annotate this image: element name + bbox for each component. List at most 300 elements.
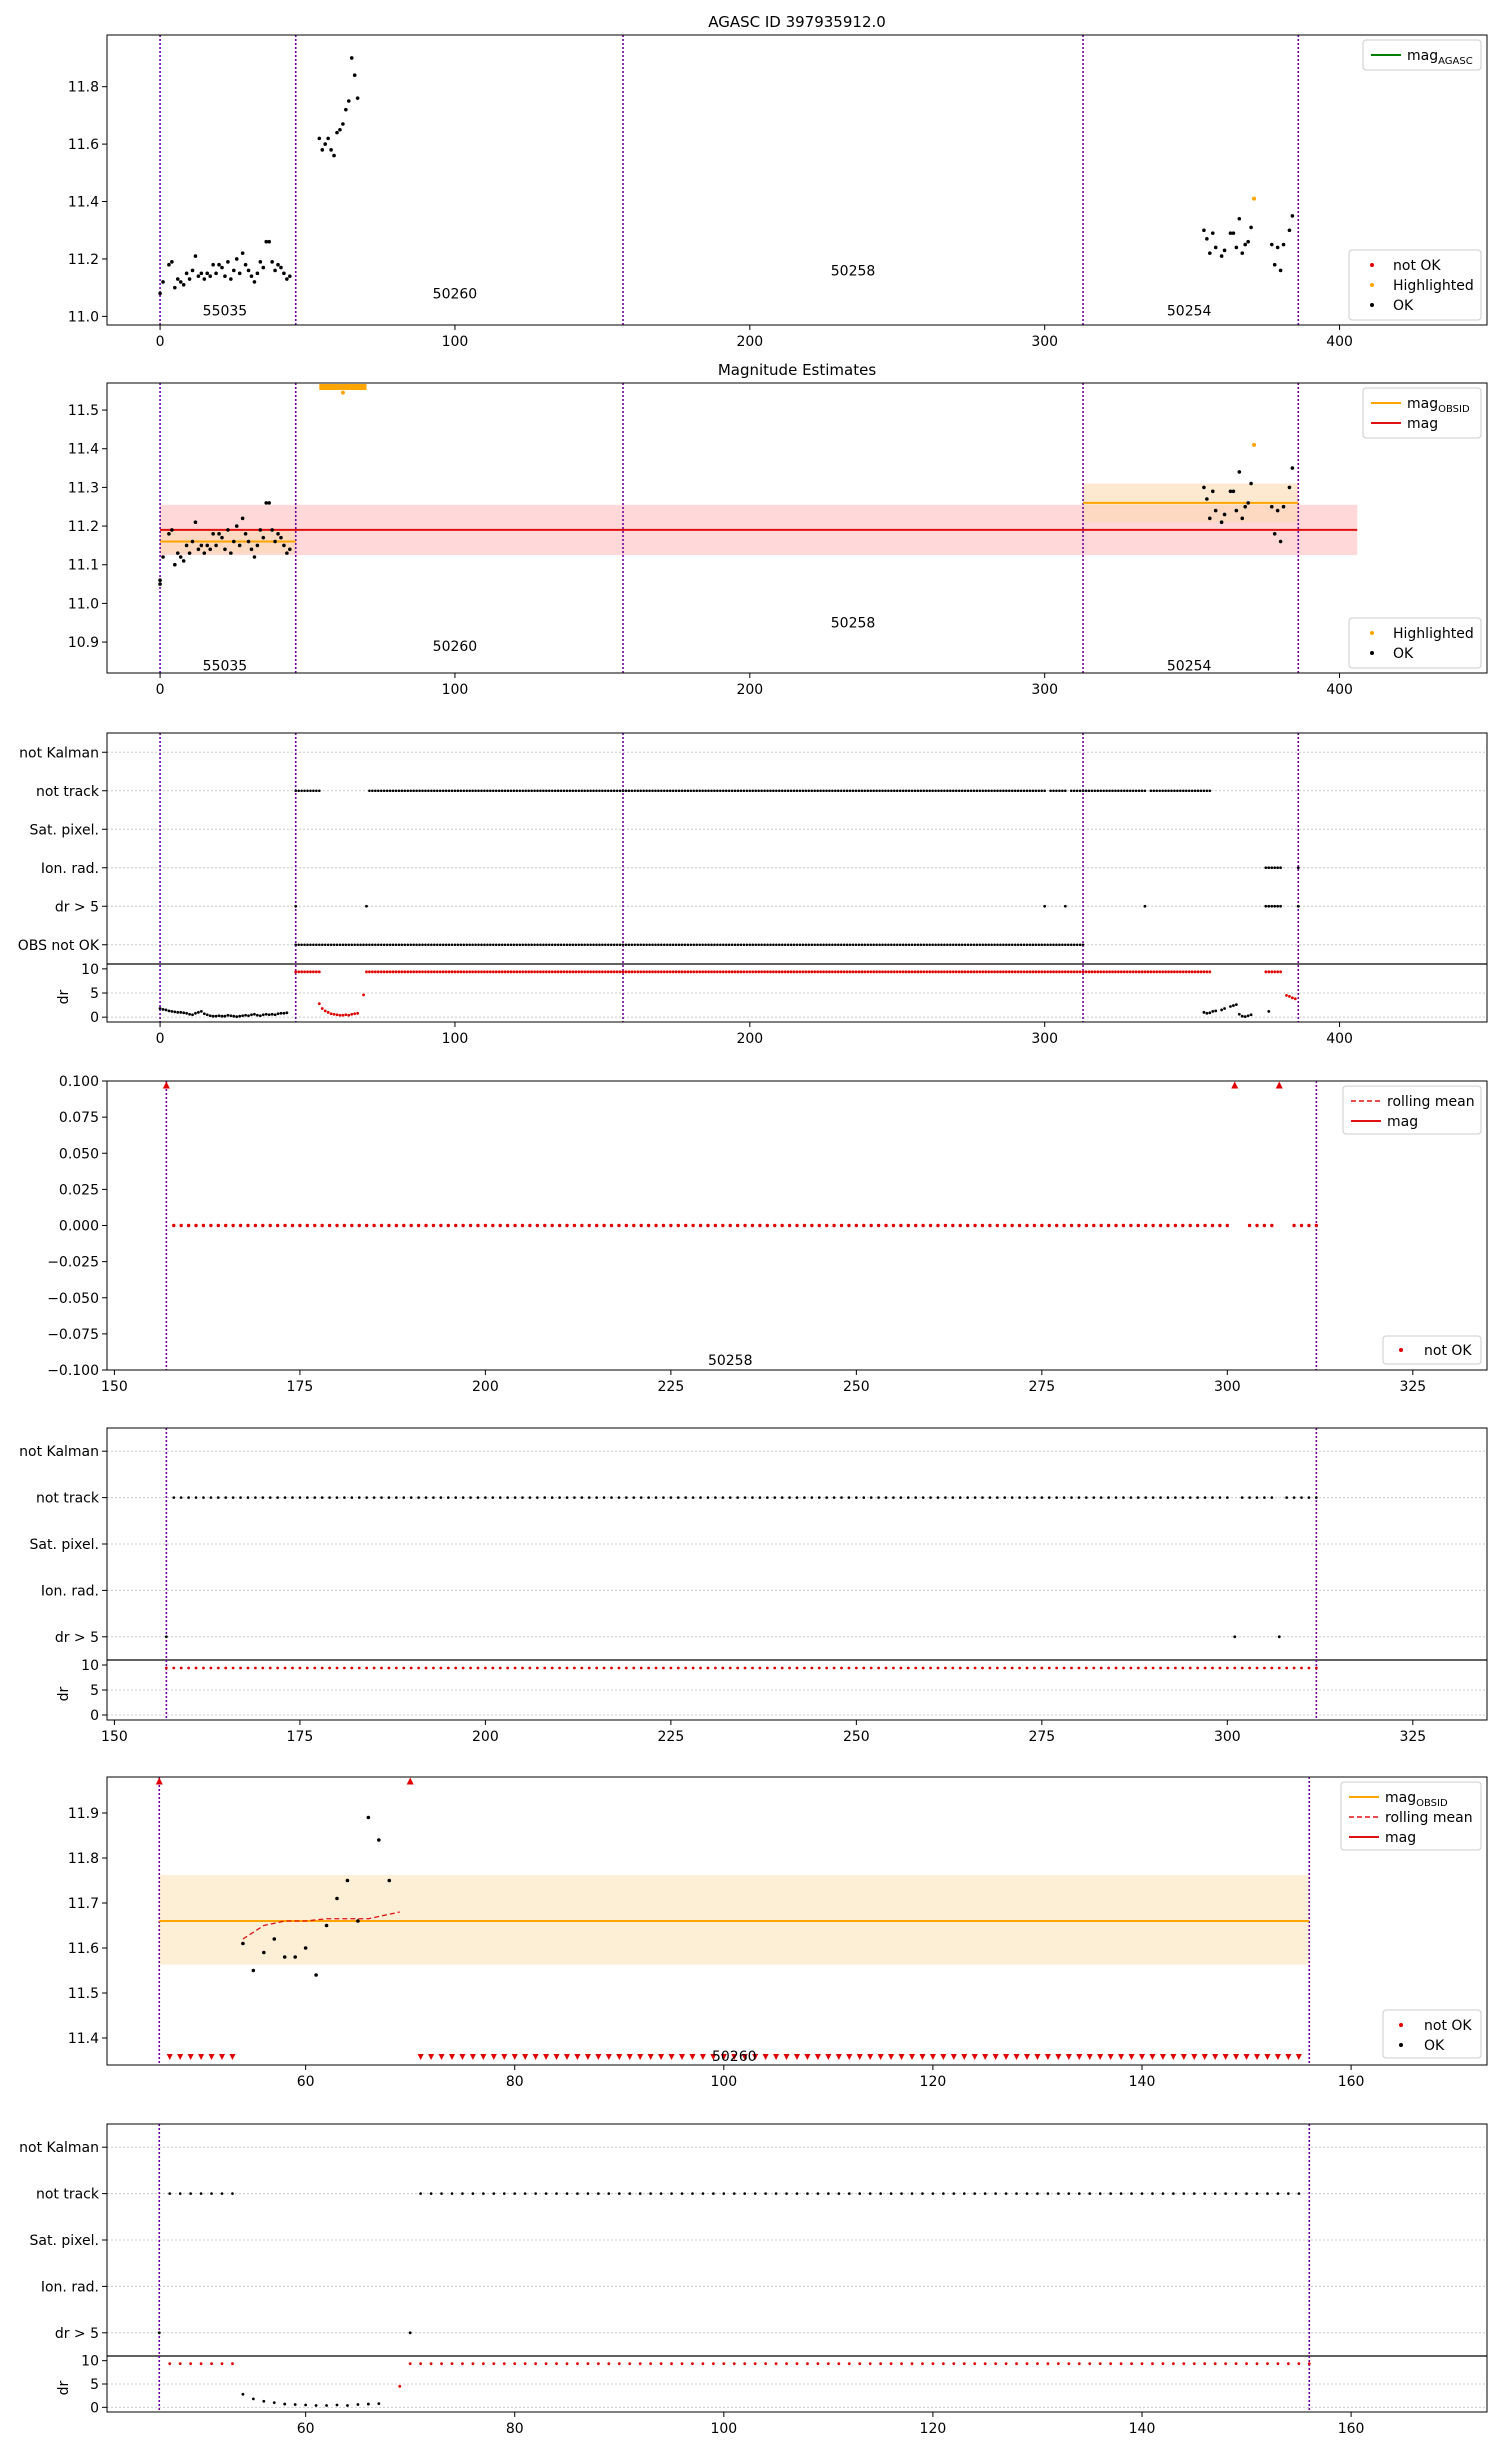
not-track-mark	[1079, 789, 1082, 792]
not-ok-down-marker	[899, 2054, 905, 2060]
obs-not-ok-mark	[852, 943, 855, 946]
ok-point	[332, 154, 336, 158]
obs-not-ok-mark	[890, 943, 893, 946]
dr-not-ok-mark	[616, 970, 619, 973]
not-track-mark	[1256, 1496, 1259, 1499]
not-track-mark	[380, 1496, 383, 1499]
ok-point	[235, 257, 239, 261]
obs-not-ok-mark	[631, 943, 634, 946]
not-track-mark	[1185, 789, 1188, 792]
ok-point	[314, 1973, 318, 1977]
clipped-highlight-segment	[319, 384, 366, 390]
not-track-mark	[740, 789, 743, 792]
obs-not-ok-mark	[586, 943, 589, 946]
not-track-mark	[516, 789, 519, 792]
not-ok-point	[409, 1224, 412, 1227]
dr-not-ok-mark	[1273, 970, 1276, 973]
obs-not-ok-mark	[610, 943, 613, 946]
obsid-label: 50254	[1166, 303, 1212, 320]
not-track-mark	[221, 2192, 224, 2195]
not-track-mark	[451, 2192, 454, 2195]
not-track-mark	[775, 2192, 778, 2195]
dr-not-ok-mark	[1196, 1667, 1199, 1670]
obs-not-ok-mark	[681, 943, 684, 946]
obs-not-ok-mark	[368, 943, 371, 946]
dr-not-ok-mark	[1224, 2362, 1227, 2365]
ok-point	[270, 528, 274, 532]
not-track-mark	[993, 789, 996, 792]
not-track-mark	[542, 789, 545, 792]
dr-not-ok-mark	[1055, 1667, 1058, 1670]
x-tick-label: 60	[296, 2421, 315, 2437]
ok-point	[288, 274, 292, 278]
flag-label: Sat. pixel.	[29, 1537, 99, 1553]
dr-not-ok-mark	[1011, 970, 1014, 973]
dr-not-ok-mark	[1085, 970, 1088, 973]
ok-point	[223, 547, 227, 551]
not-track-mark	[373, 1496, 376, 1499]
not-ok-down-marker	[470, 2054, 476, 2060]
dr-not-ok-mark	[1194, 970, 1197, 973]
obs-not-ok-mark	[899, 943, 902, 946]
not-track-mark	[877, 1496, 880, 1499]
ok-point	[318, 137, 322, 141]
dr-not-ok-mark	[409, 970, 412, 973]
not-track-mark	[231, 2192, 234, 2195]
not-track-mark	[716, 789, 719, 792]
dr-not-ok-mark	[309, 970, 312, 973]
obs-not-ok-mark	[392, 943, 395, 946]
not-track-mark	[1029, 789, 1032, 792]
obs-not-ok-mark	[1082, 943, 1085, 946]
dr-not-ok-mark	[1138, 970, 1141, 973]
dr-not-ok-mark	[392, 970, 395, 973]
obs-not-ok-mark	[920, 943, 923, 946]
obs-not-ok-mark	[976, 943, 979, 946]
not-ok-down-marker	[1285, 2054, 1291, 2060]
legend-label: OK	[1393, 298, 1414, 314]
obs-not-ok-mark	[377, 943, 380, 946]
ok-point	[191, 269, 195, 273]
dr-not-ok-mark	[632, 1667, 635, 1670]
not-ok-point	[528, 1224, 531, 1227]
dr-not-ok-mark	[1205, 970, 1208, 973]
dr-not-ok-mark	[916, 970, 919, 973]
dr-ok-point	[1203, 1011, 1206, 1014]
dr-not-ok-mark	[691, 2362, 694, 2365]
x-tick-label: 225	[657, 1729, 685, 1745]
dr-not-ok-mark	[745, 970, 748, 973]
dr-not-ok-mark	[1126, 970, 1129, 973]
not-track-mark	[843, 789, 846, 792]
not-track-mark	[179, 2192, 182, 2195]
not-ok-down-marker	[951, 2054, 957, 2060]
dr-not-ok-mark	[1108, 970, 1111, 973]
x-tick-label: 60	[296, 2074, 315, 2090]
ion-rad-mark	[1276, 866, 1279, 869]
not-track-mark	[1204, 1496, 1207, 1499]
obs-not-ok-mark	[519, 943, 522, 946]
dr-not-ok-mark	[729, 1667, 732, 1670]
not-ok-point	[424, 1224, 427, 1227]
dr-ok-point	[244, 1014, 247, 1017]
not-track-mark	[501, 789, 504, 792]
not-track-mark	[921, 2192, 924, 2195]
dr-not-ok-mark	[554, 970, 557, 973]
not-track-mark	[1197, 789, 1200, 792]
not-ok-point	[469, 1224, 472, 1227]
ok-point	[1288, 486, 1292, 490]
dr-not-ok-mark	[1026, 970, 1029, 973]
not-ok-point	[1211, 1224, 1214, 1227]
not-track-mark	[284, 1496, 287, 1499]
not-track-mark	[759, 1496, 762, 1499]
dr-ok-point	[1214, 1009, 1217, 1012]
not-track-mark	[1014, 789, 1017, 792]
dr-not-ok-mark	[1111, 970, 1114, 973]
not-track-mark	[1002, 789, 1005, 792]
obs-not-ok-mark	[1052, 943, 1055, 946]
dr-not-ok-point	[327, 1011, 330, 1014]
dr-not-ok-mark	[421, 970, 424, 973]
dr-not-ok-mark	[1078, 1667, 1081, 1670]
not-track-mark	[825, 789, 828, 792]
dr-not-ok-mark	[855, 970, 858, 973]
dr-not-ok-mark	[297, 970, 300, 973]
not-track-mark	[294, 789, 297, 792]
flag-label: Ion. rad.	[40, 1583, 99, 1600]
obs-not-ok-mark	[846, 943, 849, 946]
not-ok-point	[209, 1224, 212, 1227]
ok-point	[1235, 246, 1239, 250]
ion-rad-mark	[1297, 866, 1300, 869]
obs-not-ok-mark	[743, 943, 746, 946]
x-tick-label: 250	[842, 1729, 870, 1745]
not-ok-point	[521, 1224, 524, 1227]
dr-not-ok-mark	[722, 970, 725, 973]
obs-not-ok-mark	[356, 943, 359, 946]
obs-not-ok-mark	[613, 943, 616, 946]
not-track-mark	[1055, 1496, 1058, 1499]
not-ok-point	[343, 1224, 346, 1227]
dr-not-ok-mark	[946, 970, 949, 973]
dr-not-ok-mark	[796, 2362, 799, 2365]
obs-not-ok-mark	[359, 943, 362, 946]
not-track-mark	[1015, 2192, 1018, 2195]
not-track-mark	[905, 789, 908, 792]
dr-not-ok-mark	[801, 970, 804, 973]
not-ok-point	[1092, 1224, 1095, 1227]
dr-not-ok-mark	[736, 1667, 739, 1670]
ok-point	[1249, 482, 1253, 486]
not-track-mark	[999, 789, 1002, 792]
ok-point	[244, 532, 248, 536]
obs-not-ok-mark	[675, 943, 678, 946]
not-ok-down-marker	[669, 2054, 675, 2060]
not-ok-point	[818, 1224, 821, 1227]
dr-not-ok-point	[1288, 995, 1291, 998]
dr-not-ok-mark	[210, 2362, 213, 2365]
ok-point	[220, 536, 224, 540]
not-ok-down-marker	[522, 2054, 528, 2060]
dr-not-ok-mark	[914, 1667, 917, 1670]
obs-not-ok-mark	[1037, 943, 1040, 946]
not-track-mark	[825, 1496, 828, 1499]
dr-not-ok-mark	[1233, 1667, 1236, 1670]
dr-not-ok-mark	[855, 1667, 858, 1670]
dr-not-ok-mark	[887, 970, 890, 973]
obsid-label: 50258	[830, 263, 876, 280]
not-track-mark	[506, 1496, 509, 1499]
not-track-mark	[484, 1496, 487, 1499]
not-track-mark	[788, 1496, 791, 1499]
dr-not-ok-mark	[389, 970, 392, 973]
dr-ok-point	[274, 1013, 277, 1016]
obs-not-ok-mark	[636, 943, 639, 946]
ok-point	[326, 137, 330, 141]
not-ok-point	[780, 1224, 783, 1227]
obs-not-ok-mark	[1073, 943, 1076, 946]
not-track-mark	[819, 789, 822, 792]
dr-not-ok-mark	[1063, 1667, 1066, 1670]
not-track-mark	[632, 1496, 635, 1499]
ok-point	[185, 272, 189, 276]
not-track-mark	[1138, 789, 1141, 792]
not-track-mark	[432, 1496, 435, 1499]
dr-not-ok-mark	[1057, 2362, 1060, 2365]
dr-not-ok-mark	[793, 970, 796, 973]
dr-not-ok-mark	[699, 1667, 702, 1670]
ok-point	[1202, 486, 1206, 490]
not-track-mark	[695, 789, 698, 792]
dr-not-ok-mark	[743, 970, 746, 973]
dr-not-ok-mark	[686, 970, 689, 973]
dr-not-ok-mark	[536, 1667, 539, 1670]
dr-not-ok-mark	[951, 1667, 954, 1670]
dr-not-ok-mark	[681, 2362, 684, 2365]
not-track-mark	[966, 1496, 969, 1499]
not-track-mark	[816, 789, 819, 792]
not-track-mark	[751, 789, 754, 792]
obs-not-ok-mark	[766, 943, 769, 946]
not-track-mark	[439, 789, 442, 792]
ok-point	[1202, 228, 1206, 232]
dr-not-ok-mark	[725, 970, 728, 973]
not-track-mark	[996, 1496, 999, 1499]
dr-not-ok-mark	[1023, 970, 1026, 973]
dr-not-ok-mark	[427, 970, 430, 973]
ok-point	[182, 283, 186, 287]
not-ok-down-marker	[836, 2054, 842, 2060]
not-track-mark	[618, 1496, 621, 1499]
ok-point	[283, 1955, 287, 1959]
dr-not-ok-mark	[548, 970, 551, 973]
obs-not-ok-mark	[560, 943, 563, 946]
not-track-mark	[744, 1496, 747, 1499]
not-track-mark	[480, 789, 483, 792]
dr-not-ok-mark	[929, 1667, 932, 1670]
x-tick-label: 175	[286, 1379, 314, 1395]
not-track-mark	[472, 2192, 475, 2195]
not-track-mark	[955, 789, 958, 792]
dr-ok-point	[268, 1013, 271, 1016]
obs-not-ok-mark	[1046, 943, 1049, 946]
y-tick-label: 0.075	[58, 1110, 99, 1127]
not-track-mark	[707, 789, 710, 792]
not-track-mark	[911, 789, 914, 792]
not-track-mark	[1132, 789, 1135, 792]
dr-ok-point	[1235, 1003, 1238, 1006]
obs-not-ok-mark	[728, 943, 731, 946]
not-track-mark	[1219, 1496, 1222, 1499]
dr-ok-point	[1238, 1013, 1241, 1016]
not-ok-point	[1226, 1224, 1229, 1227]
ok-point	[261, 536, 265, 540]
not-ok-point	[246, 1224, 249, 1227]
dr-not-ok-mark	[964, 970, 967, 973]
not-track-mark	[569, 789, 572, 792]
obs-not-ok-mark	[598, 943, 601, 946]
not-track-mark	[1032, 789, 1035, 792]
dr-not-ok-mark	[1172, 2362, 1175, 2365]
not-track-mark	[1020, 789, 1023, 792]
obs-not-ok-mark	[893, 943, 896, 946]
y-tick-label: 11.2	[67, 519, 99, 536]
obs-not-ok-mark	[663, 943, 666, 946]
ok-point	[1288, 228, 1292, 232]
dr-not-ok-mark	[863, 970, 866, 973]
dr-not-ok-mark	[465, 970, 468, 973]
obs-not-ok-mark	[471, 943, 474, 946]
not-ok-point	[484, 1224, 487, 1227]
flag-label: not track	[35, 1490, 99, 1507]
dr-not-ok-mark	[514, 1667, 517, 1670]
dr-not-ok-mark	[640, 1667, 643, 1670]
dr-not-ok-mark	[368, 970, 371, 973]
dr-not-ok-mark	[1173, 970, 1176, 973]
legend-label: mag$_{AGASC}$	[1407, 48, 1473, 67]
dr-not-ok-mark	[764, 2362, 767, 2365]
dr-not-ok-mark	[967, 970, 970, 973]
not-track-mark	[981, 789, 984, 792]
dr-not-ok-mark	[1123, 970, 1126, 973]
dr-ok-point	[285, 1011, 288, 1014]
dr-not-ok-mark	[374, 970, 377, 973]
dr-not-ok-mark	[482, 2362, 485, 2365]
obs-not-ok-mark	[412, 943, 415, 946]
not-track-mark	[604, 789, 607, 792]
not-track-mark	[743, 2192, 746, 2195]
dr-not-ok-mark	[445, 970, 448, 973]
ok-point	[1205, 497, 1209, 501]
not-ok-down-marker	[1223, 2054, 1229, 2060]
dr-not-ok-mark	[806, 2362, 809, 2365]
obs-not-ok-mark	[1002, 943, 1005, 946]
not-track-mark	[1196, 1496, 1199, 1499]
dr-not-ok-mark	[539, 970, 542, 973]
dr-not-ok-mark	[294, 970, 297, 973]
not-track-mark	[925, 789, 928, 792]
obs-not-ok-mark	[955, 943, 958, 946]
legend-label: not OK	[1393, 258, 1441, 274]
highlighted-point	[341, 391, 345, 395]
dr-gt5-mark	[1144, 905, 1147, 908]
not-ok-point	[803, 1224, 806, 1227]
not-ok-point	[231, 1224, 234, 1227]
not-track-mark	[262, 1496, 265, 1499]
dr-not-ok-mark	[885, 1667, 888, 1670]
dr-ok-point	[162, 1008, 165, 1011]
obs-not-ok-mark	[973, 943, 976, 946]
not-track-mark	[1203, 2192, 1206, 2195]
not-ok-down-marker	[209, 2054, 215, 2060]
dr-ok-point	[283, 1012, 286, 1015]
not-ok-point	[372, 1224, 375, 1227]
not-ok-point	[224, 1224, 227, 1227]
dr-not-ok-mark	[698, 970, 701, 973]
not-track-mark	[699, 1496, 702, 1499]
not-track-mark	[849, 789, 852, 792]
dr-not-ok-mark	[716, 970, 719, 973]
not-track-mark	[539, 789, 542, 792]
dr-axis-label: dr	[56, 2380, 72, 2396]
ok-point	[1270, 505, 1274, 509]
not-track-mark	[1144, 1496, 1147, 1499]
x-tick-label: 160	[1337, 2421, 1365, 2437]
not-ok-point	[1062, 1224, 1065, 1227]
dr-not-ok-mark	[1266, 2362, 1269, 2365]
not-track-mark	[566, 2192, 569, 2195]
dr-ok-point	[294, 2403, 297, 2406]
dr-not-ok-mark	[1167, 970, 1170, 973]
not-track-mark	[848, 2192, 851, 2195]
not-track-mark	[608, 2192, 611, 2195]
obs-not-ok-mark	[979, 943, 982, 946]
dr-ok-point	[283, 2403, 286, 2406]
not-track-mark	[380, 789, 383, 792]
ok-point	[176, 551, 180, 555]
dr-ok-point	[247, 1014, 250, 1017]
dr-not-ok-mark	[1043, 970, 1046, 973]
ok-point	[238, 272, 242, 276]
not-track-mark	[858, 2192, 861, 2195]
dr-not-ok-mark	[981, 970, 984, 973]
dr-not-ok-mark	[165, 1667, 168, 1670]
legend-label: rolling mean	[1387, 1094, 1475, 1110]
dr-not-ok-mark	[551, 1667, 554, 1670]
dr-not-ok-mark	[1088, 970, 1091, 973]
dr-not-ok-mark	[1176, 970, 1179, 973]
dr-not-ok-mark	[1211, 1667, 1214, 1670]
not-ok-point	[1137, 1224, 1140, 1227]
obs-not-ok-mark	[1017, 943, 1020, 946]
dr-not-ok-mark	[973, 2362, 976, 2365]
y-tick-label: 0.050	[58, 1146, 99, 1163]
dr-ok-point	[1244, 1015, 1247, 1018]
y-tick-label: 11.9	[67, 1806, 99, 1822]
dr-ok-point	[336, 2404, 339, 2407]
not-ok-point	[1040, 1224, 1043, 1227]
dr-not-ok-mark	[984, 970, 987, 973]
ok-point	[161, 555, 165, 559]
dr-not-ok-mark	[1235, 2362, 1238, 2365]
not-ok-down-marker	[229, 2054, 235, 2060]
dr-not-ok-mark	[403, 970, 406, 973]
dr-not-ok-mark	[545, 2362, 548, 2365]
not-track-mark	[666, 789, 669, 792]
not-track-mark	[417, 1496, 420, 1499]
legend-label: mag	[1385, 1830, 1417, 1846]
